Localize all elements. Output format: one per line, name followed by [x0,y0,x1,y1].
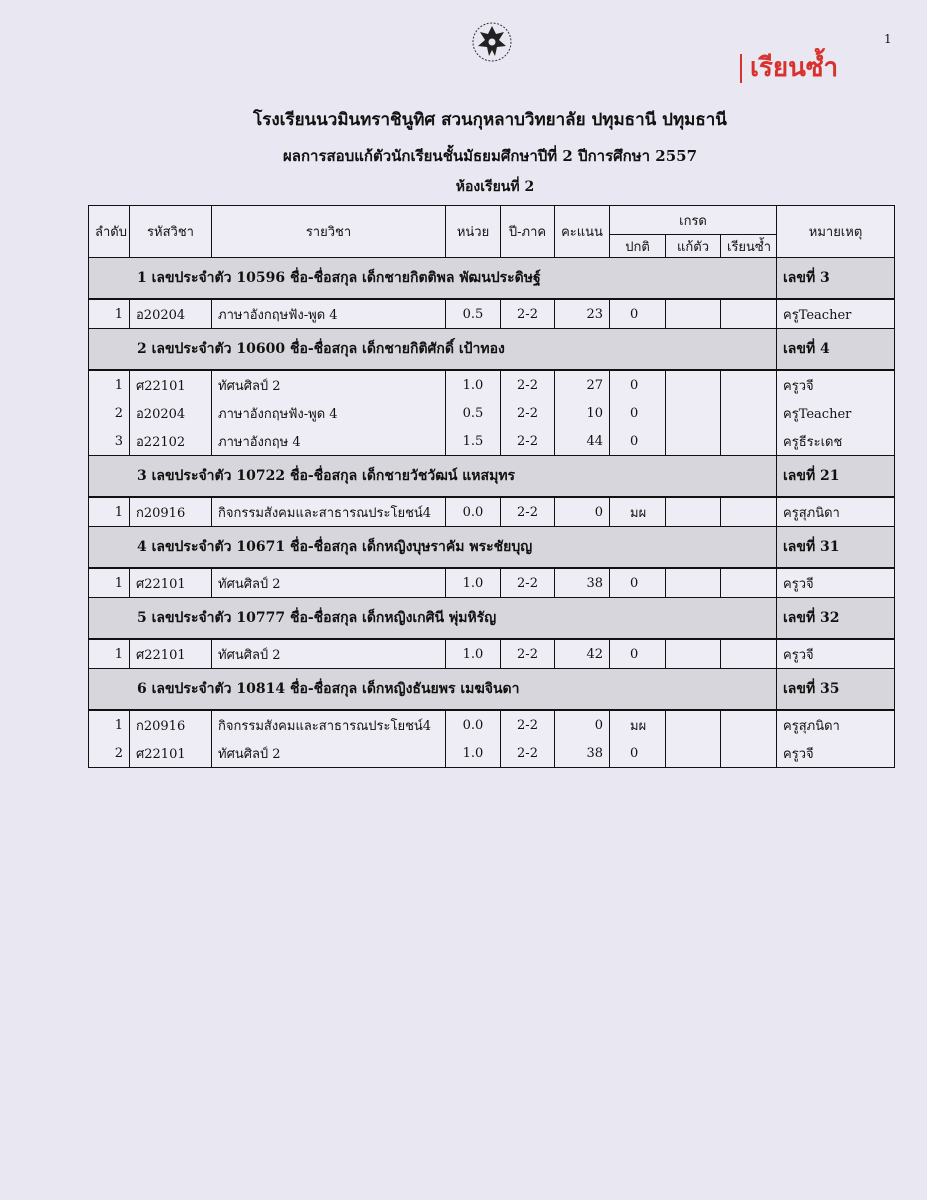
student-number: เลขที่ 21 [777,456,895,497]
course-subject: กิจกรรมสังคมและสาธารณประโยชน์4 [212,711,446,740]
course-row [89,371,895,400]
header-unit: หน่วย [446,206,501,258]
header-grade: เกรด [610,206,777,235]
course-score: 27 [555,371,610,400]
course-score: 0 [555,711,610,740]
course-row [89,300,895,329]
course-score: 38 [555,739,610,768]
header-grade-remedial: แก้ตัว [666,235,721,258]
student-number: เลขที่ 3 [777,258,895,299]
course-remark: ครูวจี [777,640,895,669]
course-seq: 1 [89,371,130,400]
course-grade-repeat [721,399,777,427]
course-unit: 1.5 [446,427,501,456]
course-subject: ภาษาอังกฤษ 4 [212,427,446,456]
course-grade-remedial [666,300,721,329]
course-row [89,399,895,427]
school-title: โรงเรียนนวมินทราชินูทิศ สวนกุหลาบวิทยาลัย ปทุมธานี ปทุมธานี [253,110,727,130]
course-grade-remedial [666,498,721,527]
course-code: ก20916 [130,498,212,527]
course-remark: ครูธีระเดช [777,427,895,456]
course-subject: ภาษาอังกฤษฟัง-พูด 4 [212,399,446,427]
grades-table [88,205,895,768]
course-grade-repeat [721,739,777,768]
course-subject: กิจกรรมสังคมและสาธารณประโยชน์4 [212,498,446,527]
course-term: 2-2 [501,498,555,527]
course-seq: 1 [89,569,130,598]
exam-title: ผลการสอบแก้ตัวนักเรียนชั้นมัธยมศึกษาปีที่ 2 ปีการศึกษา 2557 [282,147,698,165]
course-unit: 0.5 [446,399,501,427]
course-row [89,711,895,740]
course-remark: ครูสุภนิดา [777,498,895,527]
course-grade-normal: 0 [610,427,666,456]
course-grade-remedial [666,739,721,768]
course-grade-remedial [666,569,721,598]
course-subject: ทัศนศิลป์ 2 [212,569,446,598]
student-number: เลขที่ 35 [777,669,895,710]
course-remark: ครูTeacher [777,300,895,329]
header-code: รหัสวิชา [130,206,212,258]
student-info: 1 เลขประจำตัว 10596 ชื่อ-ชื่อสกุล เด็กชายกิตติพล พัฒนประดิษฐ์ [89,258,777,299]
student-info: 2 เลขประจำตัว 10600 ชื่อ-ชื่อสกุล เด็กชายกิติศักดิ์ เป้าทอง [89,329,777,370]
student-info: 5 เลขประจำตัว 10777 ชื่อ-ชื่อสกุล เด็กหญิงเกศินี พุ่มหิรัญ [89,598,777,639]
course-unit: 1.0 [446,371,501,400]
page-number: 1 [884,32,892,46]
header-term: ปี-ภาค [501,206,555,258]
student-info: 3 เลขประจำตัว 10722 ชื่อ-ชื่อสกุล เด็กชายวัชวัฒน์ แหสมุทร [89,456,777,497]
course-grade-normal: 0 [610,300,666,329]
course-grade-normal: มผ [610,711,666,740]
header-score: คะแนน [555,206,610,258]
student-header-row [89,598,895,639]
student-header-row [89,258,895,299]
course-grade-normal: 0 [610,371,666,400]
course-grade-remedial [666,711,721,740]
course-term: 2-2 [501,711,555,740]
header-remark: หมายเหตุ [777,206,895,258]
course-subject: ภาษาอังกฤษฟัง-พูด 4 [212,300,446,329]
student-info: 6 เลขประจำตัว 10814 ชื่อ-ชื่อสกุล เด็กหญิงธันยพร เมฆจินดา [89,669,777,710]
course-grade-repeat [721,569,777,598]
course-seq: 2 [89,399,130,427]
course-code: อ20204 [130,300,212,329]
course-grade-normal: 0 [610,640,666,669]
course-subject: ทัศนศิลป์ 2 [212,371,446,400]
header-grade-normal: ปกติ [610,235,666,258]
student-number: เลขที่ 31 [777,527,895,568]
course-grade-normal: มผ [610,498,666,527]
course-seq: 1 [89,711,130,740]
course-seq: 3 [89,427,130,456]
room-title: ห้องเรียนที่ 2 [455,179,535,195]
course-score: 0 [555,498,610,527]
course-seq: 1 [89,300,130,329]
course-term: 2-2 [501,427,555,456]
course-term: 2-2 [501,739,555,768]
course-grade-normal: 0 [610,739,666,768]
course-code: อ22102 [130,427,212,456]
course-score: 23 [555,300,610,329]
student-header-row [89,527,895,568]
course-unit: 1.0 [446,569,501,598]
course-code: ศ22101 [130,640,212,669]
course-score: 10 [555,399,610,427]
course-grade-repeat [721,427,777,456]
student-number: เลขที่ 4 [777,329,895,370]
course-seq: 1 [89,640,130,669]
header-subject: รายวิชา [212,206,446,258]
course-grade-repeat [721,371,777,400]
course-code: ศ22101 [130,371,212,400]
course-code: ศ22101 [130,739,212,768]
course-remark: ครูสุภนิดา [777,711,895,740]
course-remark: ครูวจี [777,739,895,768]
table-body [89,258,895,768]
course-grade-repeat [721,640,777,669]
student-header-row [89,669,895,710]
course-grade-remedial [666,640,721,669]
header-seq: ลำดับ [89,206,130,258]
course-grade-normal: 0 [610,569,666,598]
course-code: ศ22101 [130,569,212,598]
course-subject: ทัศนศิลป์ 2 [212,739,446,768]
course-term: 2-2 [501,300,555,329]
course-remark: ครูวจี [777,371,895,400]
student-number: เลขที่ 32 [777,598,895,639]
header-grade-repeat: เรียนซ้ำ [721,235,777,258]
course-score: 42 [555,640,610,669]
course-row [89,427,895,456]
course-row [89,569,895,598]
course-code: ก20916 [130,711,212,740]
course-seq: 1 [89,498,130,527]
course-unit: 0.5 [446,300,501,329]
course-grade-repeat [721,711,777,740]
course-subject: ทัศนศิลป์ 2 [212,640,446,669]
course-row [89,739,895,768]
course-seq: 2 [89,739,130,768]
course-unit: 1.0 [446,640,501,669]
student-header-row [89,329,895,370]
course-unit: 0.0 [446,498,501,527]
course-unit: 1.0 [446,739,501,768]
course-row [89,640,895,669]
course-grade-repeat [721,300,777,329]
course-score: 44 [555,427,610,456]
repeat-class-stamp: เรียนซ้ำ [740,54,838,83]
course-term: 2-2 [501,569,555,598]
course-grade-repeat [721,498,777,527]
course-code: อ20204 [130,399,212,427]
course-grade-remedial [666,371,721,400]
course-grade-remedial [666,399,721,427]
course-term: 2-2 [501,399,555,427]
course-term: 2-2 [501,640,555,669]
course-grade-remedial [666,427,721,456]
course-term: 2-2 [501,371,555,400]
course-row [89,498,895,527]
course-score: 38 [555,569,610,598]
course-remark: ครูวจี [777,569,895,598]
course-unit: 0.0 [446,711,501,740]
course-grade-normal: 0 [610,399,666,427]
course-remark: ครูTeacher [777,399,895,427]
school-emblem-icon [462,20,522,68]
student-info: 4 เลขประจำตัว 10671 ชื่อ-ชื่อสกุล เด็กหญิงบุษราคัม พระชัยบุญ [89,527,777,568]
table-header [89,206,895,258]
student-header-row [89,456,895,497]
